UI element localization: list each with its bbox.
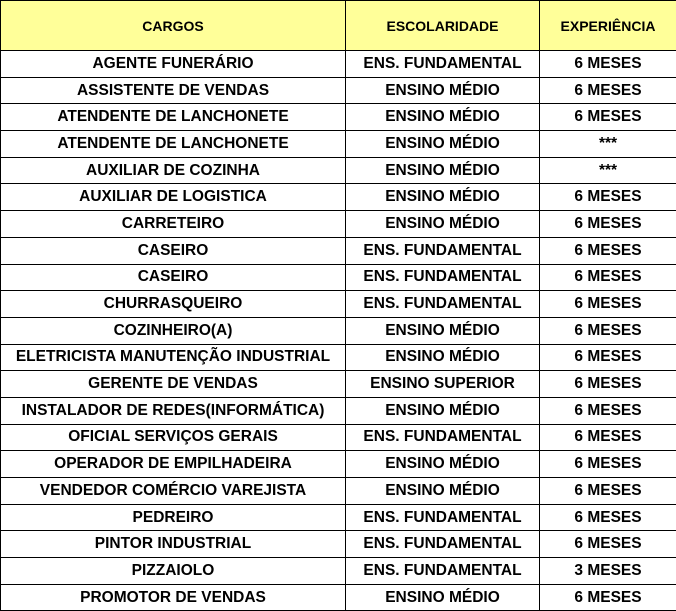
cell-escolaridade: ENS. FUNDAMENTAL	[346, 237, 540, 264]
table-row	[1, 371, 676, 398]
cell-escolaridade: ENSINO MÉDIO	[346, 397, 540, 424]
table-row	[1, 157, 676, 184]
cell-experiencia: 6 MESES	[540, 51, 676, 78]
cell-experiencia: ***	[540, 157, 676, 184]
cell-cargo: PROMOTOR DE VENDAS	[1, 584, 346, 611]
cell-experiencia: 6 MESES	[540, 424, 676, 451]
table-row	[1, 344, 676, 371]
table-row	[1, 317, 676, 344]
cell-cargo: PIZZAIOLO	[1, 558, 346, 585]
cell-cargo: COZINHEIRO(A)	[1, 317, 346, 344]
table-row	[1, 291, 676, 318]
cell-cargo: ATENDENTE DE LANCHONETE	[1, 131, 346, 158]
cell-escolaridade: ENSINO MÉDIO	[346, 77, 540, 104]
table-row	[1, 397, 676, 424]
cell-escolaridade: ENS. FUNDAMENTAL	[346, 424, 540, 451]
cell-experiencia: 6 MESES	[540, 211, 676, 238]
table-row	[1, 478, 676, 505]
cell-escolaridade: ENS. FUNDAMENTAL	[346, 51, 540, 78]
cell-cargo: PEDREIRO	[1, 504, 346, 531]
cell-experiencia: 6 MESES	[540, 371, 676, 398]
cell-experiencia: 6 MESES	[540, 317, 676, 344]
table-row	[1, 131, 676, 158]
column-header-escolaridade: ESCOLARIDADE	[346, 1, 540, 51]
cell-experiencia: 6 MESES	[540, 264, 676, 291]
cell-cargo: CHURRASQUEIRO	[1, 291, 346, 318]
cell-escolaridade: ENSINO SUPERIOR	[346, 371, 540, 398]
cell-cargo: OPERADOR DE EMPILHADEIRA	[1, 451, 346, 478]
cell-experiencia: 6 MESES	[540, 478, 676, 505]
table-row	[1, 211, 676, 238]
cell-experiencia: 6 MESES	[540, 104, 676, 131]
table-row	[1, 504, 676, 531]
cell-escolaridade: ENSINO MÉDIO	[346, 157, 540, 184]
cell-cargo: PINTOR INDUSTRIAL	[1, 531, 346, 558]
cell-experiencia: 6 MESES	[540, 291, 676, 318]
table-row	[1, 584, 676, 611]
table-body	[1, 51, 676, 611]
cell-experiencia: ***	[540, 131, 676, 158]
table-row	[1, 104, 676, 131]
cell-cargo: ELETRICISTA MANUTENÇÃO INDUSTRIAL	[1, 344, 346, 371]
column-header-experiencia: EXPERIÊNCIA	[540, 1, 676, 51]
cell-experiencia: 6 MESES	[540, 531, 676, 558]
cell-escolaridade: ENSINO MÉDIO	[346, 104, 540, 131]
cell-escolaridade: ENS. FUNDAMENTAL	[346, 264, 540, 291]
cell-cargo: OFICIAL SERVIÇOS GERAIS	[1, 424, 346, 451]
cell-escolaridade: ENSINO MÉDIO	[346, 478, 540, 505]
cell-experiencia: 6 MESES	[540, 397, 676, 424]
cell-experiencia: 6 MESES	[540, 504, 676, 531]
cell-cargo: CARRETEIRO	[1, 211, 346, 238]
cell-cargo: GERENTE DE VENDAS	[1, 371, 346, 398]
cell-cargo: CASEIRO	[1, 264, 346, 291]
cell-cargo: AGENTE FUNERÁRIO	[1, 51, 346, 78]
cell-experiencia: 6 MESES	[540, 344, 676, 371]
table-header-row	[1, 1, 676, 51]
cell-cargo: AUXILIAR DE COZINHA	[1, 157, 346, 184]
cell-cargo: AUXILIAR DE LOGISTICA	[1, 184, 346, 211]
cell-experiencia: 6 MESES	[540, 184, 676, 211]
cell-experiencia: 3 MESES	[540, 558, 676, 585]
table-row	[1, 264, 676, 291]
cell-cargo: CASEIRO	[1, 237, 346, 264]
table-row	[1, 558, 676, 585]
table-row	[1, 77, 676, 104]
cell-escolaridade: ENSINO MÉDIO	[346, 344, 540, 371]
cell-escolaridade: ENSINO MÉDIO	[346, 317, 540, 344]
cell-cargo: INSTALADOR DE REDES(INFORMÁTICA)	[1, 397, 346, 424]
cell-experiencia: 6 MESES	[540, 77, 676, 104]
table-row	[1, 424, 676, 451]
table-row	[1, 531, 676, 558]
cell-escolaridade: ENS. FUNDAMENTAL	[346, 558, 540, 585]
cell-cargo: ATENDENTE DE LANCHONETE	[1, 104, 346, 131]
cell-escolaridade: ENS. FUNDAMENTAL	[346, 291, 540, 318]
cell-escolaridade: ENSINO MÉDIO	[346, 211, 540, 238]
table-row	[1, 451, 676, 478]
table-row	[1, 51, 676, 78]
cell-escolaridade: ENSINO MÉDIO	[346, 131, 540, 158]
cell-escolaridade: ENSINO MÉDIO	[346, 184, 540, 211]
column-header-cargos: CARGOS	[1, 1, 346, 51]
cell-cargo: VENDEDOR COMÉRCIO VAREJISTA	[1, 478, 346, 505]
cell-experiencia: 6 MESES	[540, 584, 676, 611]
cell-experiencia: 6 MESES	[540, 237, 676, 264]
cell-escolaridade: ENS. FUNDAMENTAL	[346, 504, 540, 531]
cell-experiencia: 6 MESES	[540, 451, 676, 478]
cell-escolaridade: ENSINO MÉDIO	[346, 584, 540, 611]
table-row	[1, 184, 676, 211]
cell-cargo: ASSISTENTE DE VENDAS	[1, 77, 346, 104]
cell-escolaridade: ENSINO MÉDIO	[346, 451, 540, 478]
table-row	[1, 237, 676, 264]
cell-escolaridade: ENS. FUNDAMENTAL	[346, 531, 540, 558]
